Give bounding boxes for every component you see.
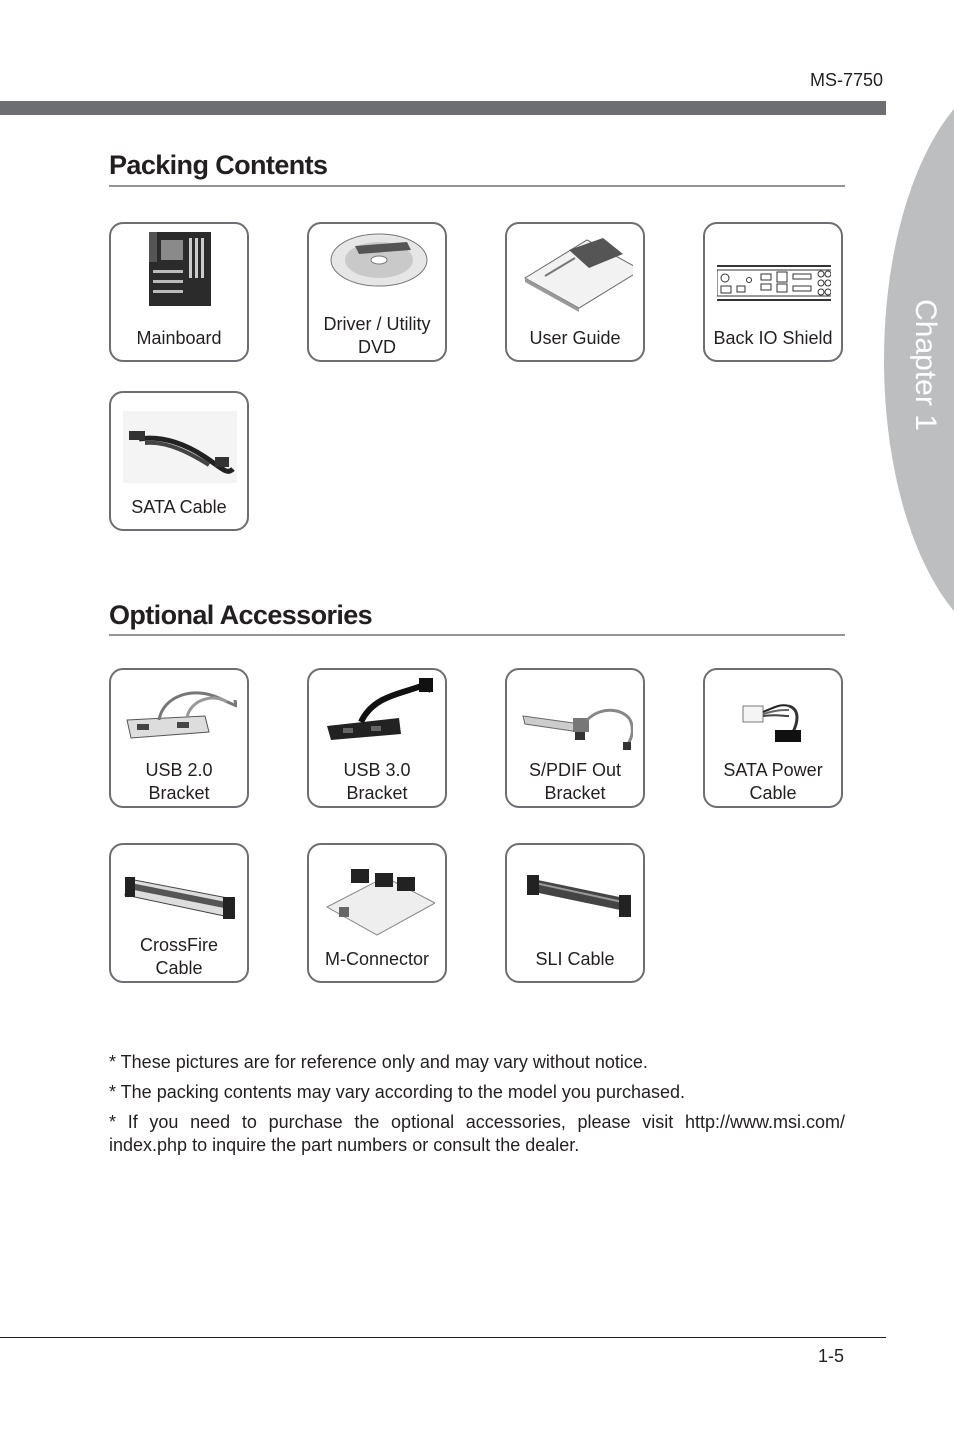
item-label: User Guide [529, 328, 621, 348]
item-driver-dvd [307, 222, 447, 362]
item-label: SLI Cable [535, 949, 615, 969]
item-label: Mainboard [136, 328, 222, 348]
item-crossfire-cable [109, 843, 249, 983]
mainboard-icon [123, 230, 237, 320]
item-user-guide [505, 222, 645, 362]
item-label: S/PDIF Out Bracket [528, 760, 622, 803]
model-number: MS-7750 [809, 70, 883, 90]
optional-accessories-title: Optional Accessories [109, 600, 373, 630]
packing-contents-title: Packing Contents [109, 150, 328, 180]
note: * The packing contents may vary according to the model you purchased. [109, 1082, 685, 1102]
optional-accessories-rule [109, 634, 845, 636]
item-sli-cable [505, 843, 645, 983]
item-usb2-bracket [109, 668, 249, 808]
io-shield-icon [717, 230, 831, 320]
notes [109, 1051, 845, 1164]
sli-cable-icon [519, 851, 633, 941]
item-label: CrossFire Cable [139, 935, 218, 978]
item-label: Back IO Shield [713, 328, 833, 348]
item-usb3-bracket [307, 668, 447, 808]
header-bar [0, 101, 886, 115]
item-m-connector [307, 843, 447, 983]
usb3-bracket-icon [321, 676, 435, 766]
item-sata-power-cable [703, 668, 843, 808]
item-sata-cable [109, 391, 249, 531]
sata-cable-icon [123, 399, 237, 489]
sata-power-cable-icon [717, 676, 831, 766]
item-label: USB 3.0 Bracket [343, 760, 411, 803]
item-spdif-bracket [505, 668, 645, 808]
note: * If you need to purchase the optional accessories, please visit http://www.msi.com/ index.php to inquire the part numbers or consult the dealer. [109, 1112, 845, 1155]
item-label: SATA Power Cable [723, 760, 823, 803]
user-guide-icon [519, 230, 633, 320]
item-label: M-Connector [324, 949, 430, 969]
item-label: USB 2.0 Bracket [145, 760, 213, 803]
item-label: SATA Cable [131, 497, 227, 517]
item-back-io-shield [703, 222, 843, 362]
dvd-icon [321, 230, 435, 320]
page-number: 1-5 [818, 1346, 845, 1366]
spdif-bracket-icon [519, 676, 633, 766]
footer-rule [0, 1337, 886, 1338]
packing-contents-rule [109, 185, 845, 187]
m-connector-icon [321, 851, 435, 941]
item-label: Driver / Utility DVD [323, 314, 431, 357]
item-mainboard [109, 222, 249, 362]
usb2-bracket-icon [123, 676, 237, 766]
chapter-tab-label: Chapter 1 [909, 299, 942, 431]
crossfire-cable-icon [123, 851, 237, 941]
note: * These pictures are for reference only and may vary without notice. [109, 1052, 648, 1072]
